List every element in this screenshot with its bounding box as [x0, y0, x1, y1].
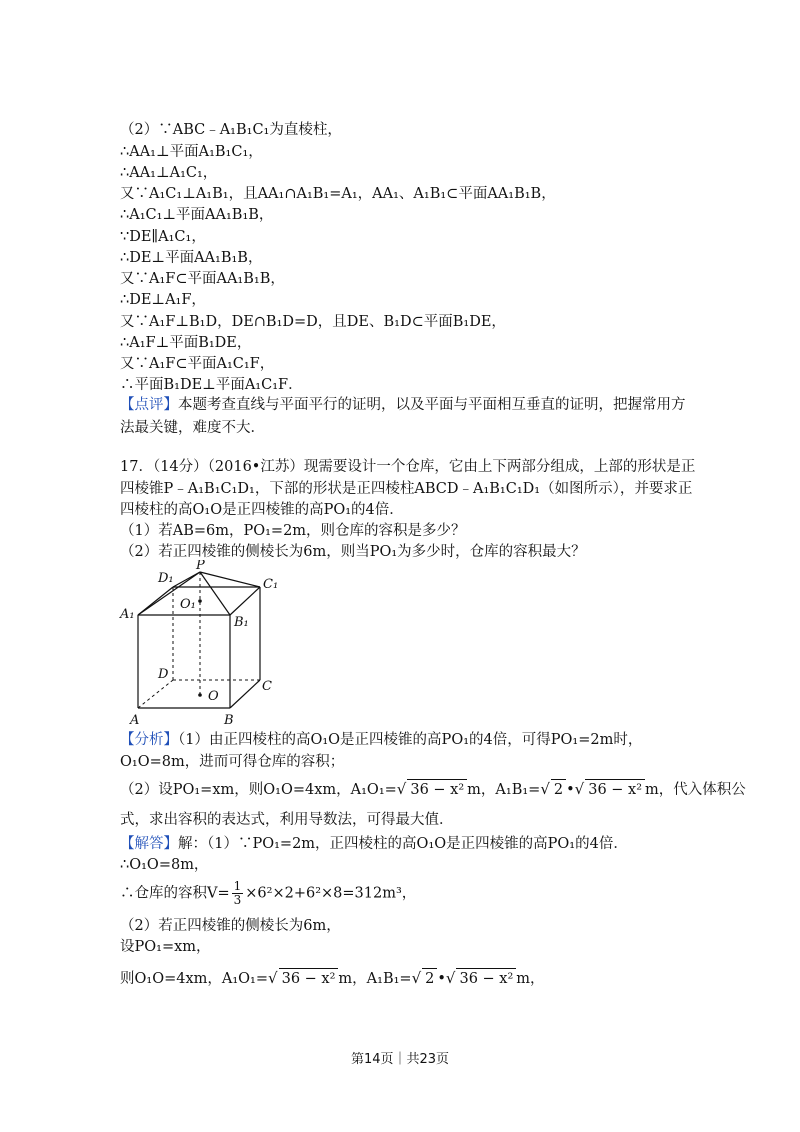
solution-tag: 【解答】 — [120, 836, 178, 852]
fraction-numerator: 1 — [233, 879, 242, 893]
proof-line: 又∵A₁F⊥B₁D，DE∩B₁D=D，且DE、B₁D⊂平面B₁DE， — [120, 314, 506, 330]
analysis-line — [120, 730, 642, 750]
proof-line: 又∵A₁F⊂平面A₁C₁F， — [120, 356, 275, 372]
question-sub-2: （2）若正四棱锥的侧棱长为6m，则当PO₁为多少时，仓库的容积最大？ — [120, 544, 586, 560]
radicand: 36 − x² — [456, 968, 516, 989]
solution-line-3 — [120, 880, 416, 907]
fraction — [232, 880, 244, 907]
proof-line: （2）∵ABC﹣A₁B₁C₁为直棱柱， — [120, 122, 342, 138]
solution-text-c: m， — [516, 971, 545, 987]
proof-line: 又∵A₁C₁⊥A₁B₁，且AA₁∩A₁B₁=A₁，AA₁、A₁B₁⊂平面AA₁B₁B， — [120, 186, 556, 202]
comment-line — [120, 395, 686, 415]
solution-text-a: 则O₁O=4xm，A₁O₁= — [120, 971, 269, 987]
comment-line-2: 法最关键，难度不大． — [120, 420, 265, 436]
comment-text: 本题考查直线与平面平行的证明，以及平面与平面相互垂直的证明，把握常用方 — [178, 397, 686, 413]
question-line: 四棱柱的高O₁O是正四棱锥的高PO₁的4倍． — [120, 502, 404, 518]
proof-line: ∴DE⊥平面AA₁B₁B， — [120, 250, 263, 266]
analysis-line-3: （2）设PO₁=xm，则O₁O=4xm，A₁O₁=√ 36 − x² m，A₁B₁=√ 2 •√ 36 − x² m，代入体积公 — [120, 780, 746, 798]
proof-line: ∴AA₁⊥平面A₁B₁C₁， — [120, 144, 263, 160]
label-A: A — [130, 713, 140, 728]
solution-line-2: ∴O₁O=8m， — [120, 857, 209, 873]
radical-sign: √ — [540, 780, 550, 798]
analysis-text-c: m，代入体积公 — [645, 782, 746, 798]
proof-line: ∴AA₁⊥A₁C₁， — [120, 165, 218, 181]
solution-line — [120, 834, 628, 854]
prism-pyramid-figure — [118, 560, 288, 730]
analysis-text-a: （2）设PO₁=xm，则O₁O=4xm，A₁O₁= — [120, 782, 397, 798]
label-C1: C₁ — [263, 577, 279, 592]
solution-line-5: 设PO₁=xm， — [120, 939, 211, 955]
proof-line: ∴A₁F⊥平面B₁DE， — [120, 335, 252, 351]
label-B: B — [224, 713, 234, 728]
solution-text-b: ×6²×2+6²×8=312m³， — [245, 885, 417, 902]
proof-line: 又∵A₁F⊂平面AA₁B₁B， — [120, 271, 285, 287]
comment-tag: 【点评】 — [120, 397, 178, 413]
proof-line: ∴平面B₁DE⊥平面A₁C₁F． — [120, 377, 303, 393]
label-C: C — [262, 679, 272, 694]
radical-sign: √ — [574, 780, 585, 798]
proof-line: ∵DE∥A₁C₁， — [120, 229, 206, 245]
radicand: 36 − x² — [407, 779, 467, 800]
question-line: 四棱锥P﹣A₁B₁C₁D₁，下部的形状是正四棱柱ABCD﹣A₁B₁C₁D₁（如图所示），并要求正 — [120, 481, 693, 497]
solution-line-4: （2）若正四棱锥的侧棱长为6m， — [120, 918, 341, 934]
question-line: 17．（14分）（2016•江苏）现需要设计一个仓库，它由上下两部分组成，上部的形状是正 — [120, 459, 696, 475]
label-O1: O₁ — [180, 597, 196, 612]
label-D: D — [158, 667, 169, 682]
label-A1: A₁ — [120, 607, 135, 622]
analysis-line-2: O₁O=8m，进而可得仓库的容积； — [120, 754, 345, 770]
analysis-text-b: m，A₁B₁= — [467, 782, 541, 798]
fraction-denominator: 3 — [233, 893, 242, 907]
label-B1: B₁ — [234, 615, 249, 630]
page-footer: 第14页｜共23页 — [350, 1052, 450, 1067]
radical-sign: √ — [445, 969, 456, 987]
solution-text: 解：（1）∵PO₁=2m，正四棱柱的高O₁O是正四棱锥的高PO₁的4倍． — [178, 836, 628, 852]
label-D1: D₁ — [158, 571, 174, 586]
label-P: P — [196, 560, 205, 573]
radicand: 36 − x² — [279, 968, 339, 989]
analysis-tag: 【分析】 — [120, 732, 178, 748]
solution-text-a: ∴仓库的容积V= — [120, 885, 230, 902]
proof-line: ∴A₁C₁⊥平面AA₁B₁B， — [120, 207, 274, 223]
analysis-text: （1）由正四棱柱的高O₁O是正四棱锥的高PO₁的4倍，可得PO₁=2m时， — [178, 732, 643, 748]
radical-sign: √ — [268, 969, 278, 987]
radical-sign: √ — [411, 969, 422, 987]
analysis-line-4: 式，求出容积的表达式，利用导数法，可得最大值． — [120, 812, 454, 828]
question-sub-1: （1）若AB=6m，PO₁=2m，则仓库的容积是多少？ — [120, 523, 466, 539]
radicand: 2 — [422, 968, 437, 989]
proof-line: ∴DE⊥A₁F， — [120, 292, 206, 308]
solution-line-6: 则O₁O=4xm，A₁O₁=√ 36 − x² m，A₁B₁=√ 2 •√ 36 − x² m， — [120, 969, 545, 987]
radicand: 2 — [551, 779, 566, 800]
radicand: 36 − x² — [585, 779, 645, 800]
label-O: O — [208, 689, 219, 704]
radical-sign: √ — [396, 780, 407, 798]
solution-text-b: m，A₁B₁= — [338, 971, 412, 987]
